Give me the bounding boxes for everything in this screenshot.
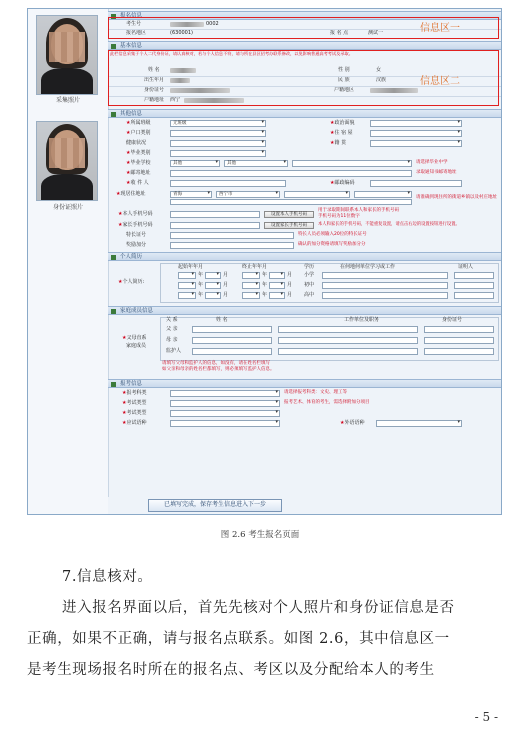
health-select[interactable] — [170, 140, 266, 147]
basic-warning: 此栏信息采集于个人二代身份证，请认真核对，若与个人信息不符，请与所在县区招考办联系修改，以免影响普通高考考试及录取。 — [110, 51, 353, 56]
own-phone-hint-1: 用于录取期间联系本人和家长的手机号码 — [318, 208, 399, 213]
hukou-type-select[interactable] — [170, 130, 266, 137]
resume-month-unit: 月 — [287, 272, 293, 278]
postcode-label: ★邮政编码 — [330, 180, 355, 186]
resume-level: 小学 — [304, 272, 315, 278]
school-select-1[interactable]: 其他 ▾ — [170, 160, 220, 167]
parent-phone-input[interactable] — [170, 222, 260, 229]
residence-province-select[interactable]: 青海 ▾ — [170, 191, 212, 198]
family-id-input[interactable] — [424, 348, 494, 355]
family-work-input[interactable] — [278, 337, 418, 344]
health-label: 健康状况 — [126, 140, 147, 146]
resume-year-unit: 年 — [198, 292, 204, 298]
class-label: ★所属班级 — [126, 120, 151, 126]
family-label-1: ★父母直系 — [122, 335, 147, 341]
family-name-input[interactable] — [192, 326, 272, 333]
hukou-type-label: ★户口类别 — [126, 130, 151, 136]
resume-year-unit: 年 — [198, 272, 204, 278]
foreign-lang-label: ★外语语种 — [340, 420, 365, 426]
parent-phone-label: ★家长手机号码 — [118, 222, 153, 228]
exam-type-label: ★考试类型 — [122, 410, 147, 416]
family-relation: 监护人 — [166, 348, 182, 354]
section-other: 其他信息 — [108, 109, 501, 118]
section-resume: 个人简历 — [108, 252, 501, 261]
resume-end-month[interactable] — [269, 292, 285, 299]
own-phone-label: ★本人手机号码 — [118, 211, 153, 217]
specialty-input[interactable] — [170, 232, 294, 239]
resume-start-year[interactable] — [178, 282, 196, 289]
bonus-label: 奖励加分 — [126, 242, 147, 248]
recipient-input[interactable] — [170, 180, 286, 187]
section-family: 家庭成员信息 — [108, 306, 501, 315]
family-hint-1: 请填写父母和监护人的信息，如没有，请在姓名栏填写 — [162, 361, 270, 366]
resume-h-end: 终止年年月 — [242, 264, 268, 270]
residence-city-select[interactable]: 西宁市 ▾ — [216, 191, 280, 198]
dorm-select[interactable] — [370, 130, 462, 137]
native-select[interactable] — [370, 140, 462, 147]
parent-phone-hint: 本人和家长的手机号码，不能重复设置，请点击右边的设置按钮进行设置。 — [318, 222, 460, 227]
family-h-name: 姓 名 — [216, 317, 228, 323]
section-apply: 报考信息 — [108, 379, 501, 388]
info-area-two-tag: 信息区二 — [420, 76, 460, 87]
resume-start-year[interactable] — [178, 292, 196, 299]
collected-photo — [36, 15, 98, 95]
specialty-label: 特长证号 — [126, 232, 147, 238]
exam-no-value: 0002 — [206, 21, 219, 27]
exam-type-select[interactable] — [170, 410, 280, 417]
family-name-input[interactable] — [192, 348, 272, 355]
resume-place-input[interactable] — [322, 292, 448, 299]
resume-end-year[interactable] — [242, 292, 260, 299]
mail-address-input[interactable] — [170, 170, 412, 177]
own-phone-hint-2: 手机号码为11位数字 — [318, 214, 360, 219]
address-label: 户籍地址 — [144, 97, 165, 103]
mail-address-label: ★邮寄地址 — [126, 170, 151, 176]
family-work-input[interactable] — [278, 348, 418, 355]
photo-column — [28, 9, 109, 514]
name-label: 姓 名 — [148, 67, 160, 73]
mail-address-hint: 录取通知书邮寄地址 — [416, 170, 457, 175]
resume-start-year[interactable] — [178, 272, 196, 279]
resume-witness-input[interactable] — [454, 282, 494, 289]
resume-month-unit: 月 — [287, 282, 293, 288]
family-h-id: 身份证号 — [442, 317, 463, 323]
resume-month-unit: 月 — [287, 292, 293, 298]
nation-label: 民 族 — [338, 77, 350, 83]
resume-end-year[interactable] — [242, 272, 260, 279]
resume-end-month[interactable] — [269, 282, 285, 289]
region-label: 报名地区 — [126, 30, 147, 36]
residence-hint: 请准确到现住所的街道乡镇以及村庄地址 — [416, 195, 497, 200]
resume-level: 高中 — [304, 292, 315, 298]
resume-start-month[interactable] — [205, 292, 221, 299]
gender-value: 女 — [376, 67, 382, 73]
resume-year-unit: 年 — [198, 282, 204, 288]
figure-caption: 图 2.6 考生报名页面 — [220, 530, 300, 540]
specialty-hint: 特长人员必须输入20位的特长证号 — [298, 232, 367, 237]
exam-category-hint: 报考艺术、体育的考生，需选择附加分项目 — [284, 400, 370, 405]
exam-category-select[interactable] — [170, 400, 280, 407]
family-name-input[interactable] — [192, 337, 272, 344]
address-value: 西宁 — [170, 97, 181, 103]
residence-label: ★现居住地址 — [116, 191, 146, 197]
form-main — [108, 9, 501, 514]
residence-street-select[interactable] — [354, 191, 412, 198]
subject-select[interactable] — [170, 390, 280, 397]
resume-year-unit: 年 — [262, 272, 268, 278]
family-relation: 母 亲 — [166, 337, 178, 343]
paragraph-line-1: 进入报名界面以后，首先先核对个人照片和身份证信息是否 — [62, 600, 455, 616]
resume-h-edu: 学历 — [304, 264, 315, 270]
id-photo — [36, 121, 98, 201]
recipient-label: ★收 件 人 — [126, 180, 149, 186]
class-select[interactable]: 无班级 ▾ — [170, 120, 266, 127]
residence-district-select[interactable] — [284, 191, 350, 198]
resume-place-input[interactable] — [322, 282, 448, 289]
school-hint: 请选择毕业中学 — [416, 160, 448, 165]
political-select[interactable] — [370, 120, 462, 127]
resume-h-start: 起始年年月 — [178, 264, 204, 270]
birth-label: 出生年月 — [144, 77, 165, 83]
native-label: ★籍 贯 — [330, 140, 347, 146]
resume-witness-input[interactable] — [454, 292, 494, 299]
save-and-next-button[interactable]: 已填写完成，保存考生信息进入下一步 — [148, 499, 282, 512]
grad-type-select[interactable] — [170, 150, 266, 157]
exam-category-label: ★考试类型 — [122, 400, 147, 406]
idno-label: 身份证号 — [144, 87, 165, 93]
family-h-work: 工作单位及职务 — [344, 317, 380, 323]
bonus-input[interactable] — [170, 242, 294, 249]
school-select-2[interactable]: 其他 ▾ — [224, 160, 288, 167]
page-number: - 5 - — [474, 710, 498, 724]
resume-start-month[interactable] — [205, 272, 221, 279]
resume-end-year[interactable] — [242, 282, 260, 289]
own-phone-input[interactable] — [170, 211, 260, 218]
school-label: ★毕业学校 — [126, 160, 151, 166]
resume-end-month[interactable] — [269, 272, 285, 279]
resume-place-input[interactable] — [322, 272, 448, 279]
family-relation: 父 亲 — [166, 326, 178, 332]
school-select-3[interactable] — [292, 160, 412, 167]
paragraph-line-2: 正确，如果不正确，请与报名点联系。如图 2.6，其中信息区一 — [27, 631, 450, 647]
residence-detail-input[interactable] — [170, 199, 412, 205]
grad-type-label: ★毕业类别 — [126, 150, 151, 156]
section-basic: 基本信息 — [108, 41, 501, 50]
family-h-relation: 关 系 — [166, 317, 178, 323]
resume-level: 初中 — [304, 282, 315, 288]
set-parent-phone-button[interactable]: 设置家长手机号码 — [264, 222, 314, 229]
site-value: 测试一 — [368, 30, 384, 36]
collected-photo-caption: 采集照片 — [55, 97, 80, 104]
set-own-phone-button[interactable]: 设置本人手机号码 — [264, 211, 314, 218]
section-registration: 报名信息 — [108, 11, 501, 20]
site-label: 报 名 点 — [330, 30, 349, 36]
family-label-2: 家庭成员 — [126, 343, 147, 349]
family-id-input[interactable] — [424, 326, 494, 333]
foreign-lang-select[interactable] — [376, 420, 462, 427]
postcode-input[interactable] — [370, 180, 462, 187]
resume-month-unit: 月 — [223, 272, 229, 278]
subject-hint: 请选择报考科类：文史、理工等 — [284, 390, 347, 395]
family-hint-2: 如父亲和母亲的姓名栏都填写，则必须填写监护人信息。 — [162, 367, 275, 372]
resume-year-unit: 年 — [262, 292, 268, 298]
resume-h-place: 在何地何单位学习或工作 — [340, 264, 396, 270]
resume-year-unit: 年 — [262, 282, 268, 288]
gender-label: 性 别 — [338, 67, 350, 73]
id-photo-caption: 身份证照片 — [52, 204, 83, 211]
exam-language-select[interactable] — [170, 420, 280, 427]
paragraph-heading: 7.信息核对。 — [62, 569, 153, 585]
exam-no-label: 考生号 — [126, 21, 142, 27]
bonus-hint: 确认的加分资格请填写奖励加分分 — [298, 242, 366, 247]
resume-label: ★个人简历: — [118, 279, 145, 285]
resume-start-month[interactable] — [205, 282, 221, 289]
resume-month-unit: 月 — [223, 282, 229, 288]
hukou-label: 户籍地区 — [334, 87, 355, 93]
resume-witness-input[interactable] — [454, 272, 494, 279]
resume-month-unit: 月 — [223, 292, 229, 298]
nation-value: 汉族 — [376, 77, 387, 83]
info-area-one-tag: 信息区一 — [420, 23, 460, 34]
paragraph-line-3: 是考生现场报名时所在的报名点、考区以及分配给本人的考生 — [27, 662, 435, 678]
resume-h-witness: 证明人 — [458, 264, 474, 270]
dorm-label: ★住 宿 屋 — [330, 130, 353, 136]
registration-screenshot — [27, 8, 502, 515]
subject-label: ★报考科类 — [122, 390, 147, 396]
exam-language-label: ★应试语种 — [122, 420, 147, 426]
region-value: (630001) — [170, 30, 193, 36]
family-id-input[interactable] — [424, 337, 494, 344]
political-label: ★政治面貌 — [330, 120, 355, 126]
family-work-input[interactable] — [278, 326, 418, 333]
